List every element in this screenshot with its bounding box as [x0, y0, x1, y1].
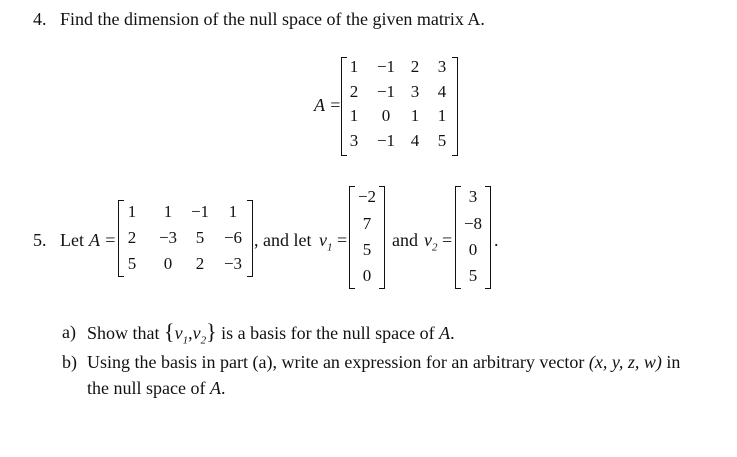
- problem-5-matrix-cell: 5: [195, 228, 205, 247]
- problem-5-let: Let: [60, 230, 84, 250]
- and-let-text: , and let: [254, 230, 312, 250]
- part-a-v1: v: [174, 323, 183, 343]
- part-a-text: [87, 321, 455, 352]
- problem-4-matrix: [341, 57, 458, 156]
- v2-equals: =: [442, 230, 453, 250]
- problem-4-matrix-label: A =: [314, 95, 342, 115]
- v2-entry: 0: [468, 240, 478, 259]
- v2-entry: 3: [468, 187, 478, 206]
- problem-4-matrix-cell: 3: [437, 57, 447, 76]
- problem-5-number: 5.: [33, 230, 47, 250]
- part-a-dot: .: [450, 323, 455, 343]
- problem-4-number: 4.: [33, 9, 47, 29]
- problem-4-matrix-cell: 3: [349, 131, 359, 150]
- v2-vector: [455, 186, 491, 289]
- v1-subscript: 1: [327, 241, 333, 254]
- v2-entry: −8: [463, 214, 483, 233]
- period: .: [494, 230, 499, 250]
- problem-4-matrix-cell: 2: [349, 82, 359, 101]
- problem-4-matrix-cell: 0: [381, 106, 391, 125]
- part-a-rest: is a basis for the null space of: [221, 323, 435, 343]
- part-a-v2: v: [192, 323, 201, 343]
- part-b-dot: .: [220, 378, 226, 398]
- v1-entry: 5: [362, 240, 372, 259]
- v1-entry: 0: [362, 266, 372, 285]
- part-a-matrix-ref: A: [439, 323, 451, 343]
- v1-name: v: [319, 230, 327, 250]
- part-b-in: in: [666, 352, 681, 372]
- v2-subscript: 2: [432, 241, 438, 254]
- problem-4-matrix-cell: 1: [349, 106, 359, 125]
- problem-4-matrix-cell: −1: [376, 82, 396, 101]
- part-b-line-2: [87, 377, 225, 399]
- problem-5-matrix-cell: 2: [195, 254, 205, 273]
- part-b-text-2: the null space of: [87, 378, 206, 398]
- problem-4-matrix-cell: −1: [376, 57, 396, 76]
- problem-5-matrix-label: A =: [89, 230, 117, 250]
- problem-4-matrix-cell: 2: [410, 57, 420, 76]
- v1-label: [319, 229, 333, 259]
- v2-entry: 5: [468, 266, 478, 285]
- problem-4-matrix-cell: 1: [349, 57, 359, 76]
- problem-5-matrix-cell: −3: [223, 254, 243, 273]
- problem-5-matrix-cell: 1: [127, 202, 137, 221]
- problem-5-matrix-cell: 1: [163, 202, 173, 221]
- part-b-text: Using the basis in part (a), write an expression for an arbitrary vector: [87, 352, 585, 372]
- part-a-show-that: Show that: [87, 323, 160, 343]
- part-a-sub1: 1: [182, 334, 189, 347]
- v1-vector: [349, 186, 385, 289]
- open-brace: {: [164, 319, 175, 344]
- problem-5-matrix-cell: −6: [223, 228, 243, 247]
- problem-4-matrix-cell: 1: [410, 106, 420, 125]
- problem-5-matrix-cell: 5: [127, 254, 137, 273]
- problem-5-matrix-cell: −3: [158, 228, 178, 247]
- problem-4-matrix-cell: 5: [437, 131, 447, 150]
- close-brace: }: [206, 319, 217, 344]
- v1-entry: −2: [357, 187, 377, 206]
- problem-4-matrix-cell: 3: [410, 82, 420, 101]
- problem-5-matrix-cell: 2: [127, 228, 137, 247]
- part-b-matrix-ref: A: [209, 378, 221, 398]
- problem-4-matrix-cell: 4: [437, 82, 447, 101]
- part-a-label: a): [62, 322, 76, 342]
- v1-entry: 7: [362, 214, 372, 233]
- problem-4-matrix-cell: −1: [376, 131, 396, 150]
- problem-5-matrix: [118, 200, 253, 277]
- problem-5-matrix-cell: 1: [228, 202, 238, 221]
- problem-4-matrix-cell: 1: [437, 106, 447, 125]
- part-b-line-1: [87, 351, 680, 373]
- problem-4-matrix-cell: 4: [410, 131, 420, 150]
- and-text: and: [392, 230, 418, 250]
- comma: ,: [188, 323, 193, 343]
- v2-name: v: [424, 230, 432, 250]
- problem-4-text: Find the dimension of the null space of the given matrix A.: [60, 9, 485, 29]
- v1-equals: =: [337, 230, 348, 250]
- part-b-vector: (x, y, z, w): [588, 352, 662, 372]
- problem-5-matrix-cell: 0: [163, 254, 173, 273]
- part-a-sub2: 2: [200, 334, 207, 347]
- v2-label: [424, 229, 438, 259]
- part-b-label: b): [62, 352, 77, 372]
- problem-5-matrix-cell: −1: [190, 202, 210, 221]
